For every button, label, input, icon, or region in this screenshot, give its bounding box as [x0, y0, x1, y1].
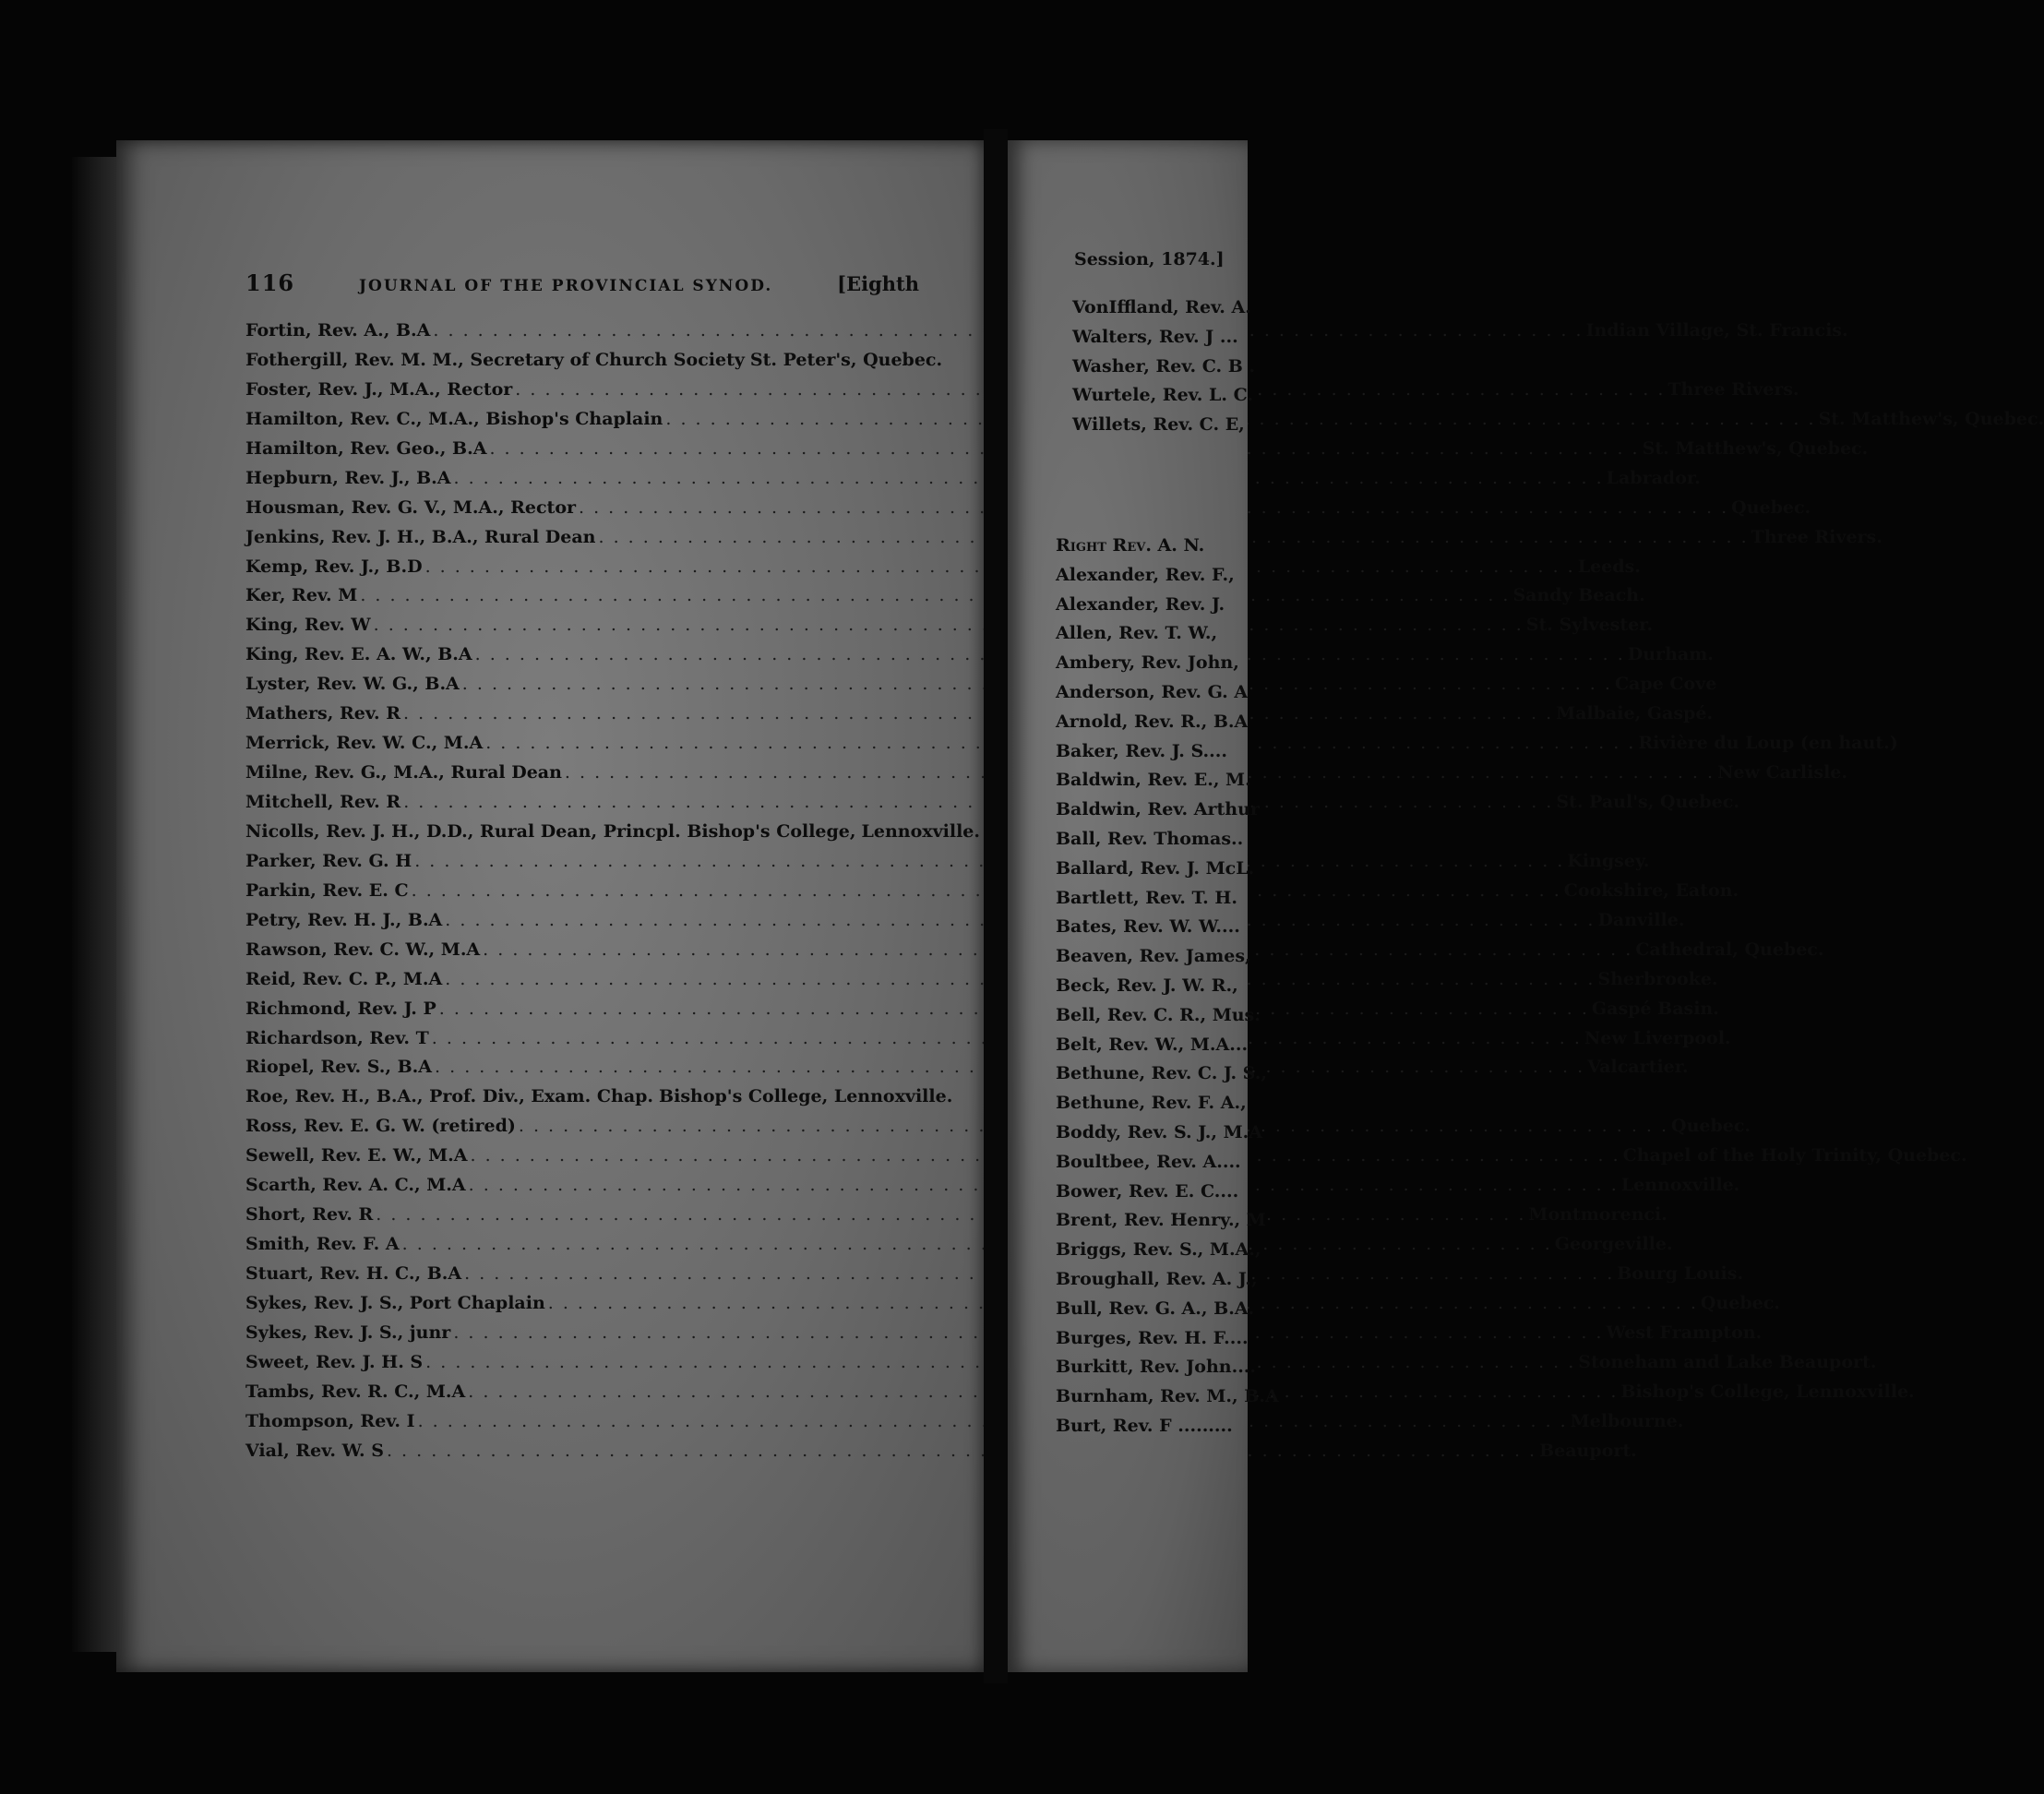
clergy-name: Jenkins, Rev. J. H., B.A., Rural Dean [245, 526, 596, 547]
list-item: Wurtele, Rev. L. C. [1072, 385, 1254, 406]
list-item: Baldwin, Rev. Arthur [1056, 799, 1260, 820]
list-item: Bull, Rev. G. A., B.A. [1056, 1298, 1255, 1319]
parish-location: St. Matthew's, Quebec. [1642, 437, 1869, 459]
clergy-name: Petry, Rev. H. J., B.A [245, 909, 443, 930]
clergy-name: King, Rev. W [245, 615, 371, 636]
clergy-name: Short, Rev. R [245, 1204, 374, 1226]
session-label: [Eighth [837, 272, 919, 295]
parish-location: Montmorenci. [1528, 1204, 1667, 1226]
clergy-name: Roe, Rev. H., B.A., Prof. Div., Exam. Chap. [245, 1086, 654, 1107]
clergy-name: Rawson, Rev. C. W., M.A [245, 939, 481, 960]
list-item: Burges, Rev. H. F.... [1056, 1327, 1249, 1348]
list-item: Burt, Rev. F ......... [1056, 1415, 1233, 1436]
parish-location: Beauport. [1539, 1440, 1637, 1461]
parish-location: Three Rivers. [1751, 526, 1883, 547]
clergy-name: Hamilton, Rev. Geo., B.A [245, 437, 487, 459]
right-page [1008, 140, 1279, 1672]
parish-location: Gaspé Basin. [1591, 998, 1719, 1019]
clergy-name: Foster, Rev. J., M.A., Rector [245, 378, 513, 400]
clergy-name: Parker, Rev. G. H [245, 850, 412, 871]
right-running-head: Session, 1874.] [1074, 249, 1225, 269]
parish-location: St. Matthew's, Quebec. [1818, 408, 2044, 429]
right-clergy-list-bottom [1056, 535, 1425, 1445]
list-item: Boultbee, Rev. A.... [1056, 1151, 1241, 1172]
list-item: Arnold, Rev. R., B.A [1056, 711, 1249, 732]
clergy-name: King, Rev. E. A. W., B.A [245, 644, 472, 665]
list-item: Ballard, Rev. J. McL. [1056, 857, 1255, 879]
parish-location: Valcartier. [1587, 1057, 1689, 1078]
clergy-name: Sykes, Rev. J. S., junr [245, 1322, 451, 1343]
clergy-name: Ker, Rev. M [245, 585, 358, 606]
list-item: Ball, Rev. Thomas.. [1056, 828, 1244, 849]
clergy-name: Thompson, Rev. I [245, 1410, 415, 1431]
clergy-name: Richardson, Rev. T [245, 1027, 429, 1048]
clergy-name: Lyster, Rev. W. G., B.A [245, 674, 460, 695]
clergy-name: Vial, Rev. W. S [245, 1440, 384, 1461]
running-head [245, 269, 919, 296]
list-item [245, 1086, 953, 1116]
parish-location: Bishop's College, Lennoxville. [659, 1086, 953, 1107]
clergy-name: Reid, Rev. C. P., M.A [245, 968, 443, 989]
clergy-name: Hepburn, Rev. J., B.A [245, 467, 451, 488]
parish-location: Labrador. [1606, 467, 1701, 488]
list-item [245, 820, 980, 851]
list-item: Briggs, Rev. S., M.A., [1056, 1239, 1261, 1261]
clergy-name: Tambs, Rev. R. C., M.A [245, 1381, 466, 1402]
parish-location: New Liverpool. [1584, 1027, 1731, 1048]
list-item: Right Rev. A. N. [1056, 535, 1205, 556]
parish-location: Indian Village, St. Francis. [1585, 320, 1848, 341]
clergy-name: Riopel, Rev. S., B.A [245, 1057, 433, 1078]
parish-location: Georgeville. [1554, 1234, 1673, 1255]
clergy-name: Sewell, Rev. E. W., M.A [245, 1145, 468, 1166]
clergy-name: Mitchell, Rev. R [245, 792, 401, 812]
list-item [245, 467, 1701, 497]
clergy-name: Hamilton, Rev. C., M.A., Bishop's Chaplain [245, 408, 663, 429]
list-item: Bower, Rev. E. C.... [1056, 1180, 1239, 1202]
parish-location: Three Rivers. [1667, 378, 1799, 400]
clergy-name: Stuart, Rev. H. C., B.A [245, 1263, 462, 1284]
list-item [245, 349, 943, 379]
clergy-name: Scarth, Rev. A. C., M.A [245, 1175, 466, 1196]
list-item: Anderson, Rev. G. A [1056, 681, 1249, 702]
parish-location: St. Paul's, Quebec. [1556, 792, 1739, 812]
clergy-name: Ross, Rev. E. G. W. (retired) [245, 1116, 516, 1137]
parish-location: Bourg Louis. [1617, 1263, 1744, 1284]
list-item [245, 496, 1811, 527]
parish-location: St. Peter's, Quebec. [749, 349, 943, 370]
list-item: Bethune, Rev. C. J. S., [1056, 1063, 1267, 1084]
clergy-name: Sweet, Rev. J. H. S [245, 1351, 424, 1372]
clergy-name: Nicolls, Rev. J. H., D.D., Rural Dean, Princpl. Bishop's College, [245, 820, 856, 842]
clergy-name: Kemp, Rev. J., B.D [245, 556, 423, 577]
parish-location: West Frampton. [1606, 1322, 1763, 1343]
clergy-name: Merrick, Rev. W. C., M.A [245, 733, 484, 754]
right-clergy-list-top [1072, 297, 1441, 444]
list-item: Willets, Rev. C. E, [1072, 414, 1245, 436]
parish-location: Quebec. [1671, 1116, 1751, 1137]
list-item: Alexander, Rev. J. [1056, 593, 1225, 615]
list-item: Bethune, Rev. F. A., [1056, 1093, 1247, 1114]
parish-location: Sherbrooke. [1597, 968, 1718, 989]
clergy-name: Fortin, Rev. A., B.A [245, 320, 431, 341]
parish-location: Quebec. [1731, 496, 1811, 518]
journal-title: JOURNAL OF THE PROVINCIAL SYNOD. [359, 277, 773, 295]
list-item: Washer, Rev. C. B . [1072, 355, 1255, 377]
clergy-name: Richmond, Rev. J. P [245, 998, 436, 1019]
parish-location: Lennoxville. [861, 820, 980, 842]
parish-location: Lennoxville. [1620, 1175, 1740, 1196]
parish-location: Leeds. [1577, 556, 1641, 577]
clergy-name: Fothergill, Rev. M. M., Secretary of Church Society [245, 349, 745, 370]
list-item [245, 1440, 1637, 1470]
page-gutter [984, 129, 1008, 1683]
clergy-name: Housman, Rev. G. V., M.A., Rector [245, 496, 577, 518]
parish-location: Danville. [1597, 909, 1685, 930]
book-binding-shadow [72, 157, 118, 1652]
parish-location: Bishop's College, Lennoxville. [1620, 1381, 1915, 1402]
clergy-name: Smith, Rev. F. A [245, 1234, 400, 1255]
list-item: Burnham, Rev. M., B.A [1056, 1386, 1279, 1407]
parish-location: Quebec. [1700, 1292, 1780, 1313]
parish-location: Cape Cove [1614, 674, 1717, 695]
list-item: Brent, Rev. Henry., M [1056, 1210, 1266, 1231]
clergy-name: Sykes, Rev. J. S., Port Chaplain [245, 1292, 545, 1313]
parish-location: New Carlisle. [1717, 762, 1847, 783]
parish-location: Cathedral, Quebec. [1635, 939, 1824, 960]
list-item: Beaven, Rev. James, [1056, 946, 1251, 967]
list-item: Walters, Rev. J ... [1072, 326, 1238, 347]
parish-location: St. Sylvester. [1525, 615, 1654, 636]
parish-location: Rivière du Loup (en haut.) [1638, 733, 1898, 754]
list-item [245, 437, 1869, 468]
list-item: Baker, Rev. J. S.... [1056, 740, 1227, 761]
list-item: Belt, Rev. W., M.A... [1056, 1034, 1249, 1055]
parish-location: Sandy Beach. [1512, 585, 1645, 606]
list-item: Boddy, Rev. S. J., M.A [1056, 1121, 1263, 1142]
list-item: Bates, Rev. W. W.... [1056, 916, 1240, 938]
clergy-name: Parkin, Rev. E. C [245, 879, 409, 901]
clergy-name: Mathers, Rev. R [245, 703, 400, 724]
list-item: Ambery, Rev. John, [1056, 652, 1239, 674]
parish-location: Melbourne. [1570, 1410, 1684, 1431]
parish-location: Stoneham and Lake Beauport. [1578, 1351, 1877, 1372]
parish-location: Kingsey. [1567, 850, 1650, 871]
list-item: Baldwin, Rev. E., M. [1056, 770, 1251, 791]
list-item: Burkitt, Rev. John.... [1056, 1357, 1257, 1378]
list-item: Allen, Rev. T. W., [1056, 623, 1218, 644]
list-item: VonIffland, Rev. A. [1072, 297, 1251, 317]
parish-location: Durham. [1627, 644, 1714, 665]
clergy-name: Milne, Rev. G., M.A., Rural Dean [245, 762, 562, 783]
list-item: Broughall, Rev. A. J., [1056, 1268, 1258, 1289]
list-item: Beck, Rev. J. W. R., [1056, 975, 1238, 996]
page-number: 116 [245, 269, 295, 296]
list-item: Alexander, Rev. F., [1056, 564, 1235, 585]
list-item: Bartlett, Rev. T. H. [1056, 887, 1237, 908]
parish-location: Malbaie, Gaspé. [1556, 703, 1714, 724]
parish-location: Chapel of the Holy Trinity, Quebec. [1622, 1145, 1967, 1166]
parish-location: Cookshire, Eaton. [1563, 879, 1739, 901]
list-item: Bell, Rev. C. R., Mus. [1056, 1004, 1261, 1025]
